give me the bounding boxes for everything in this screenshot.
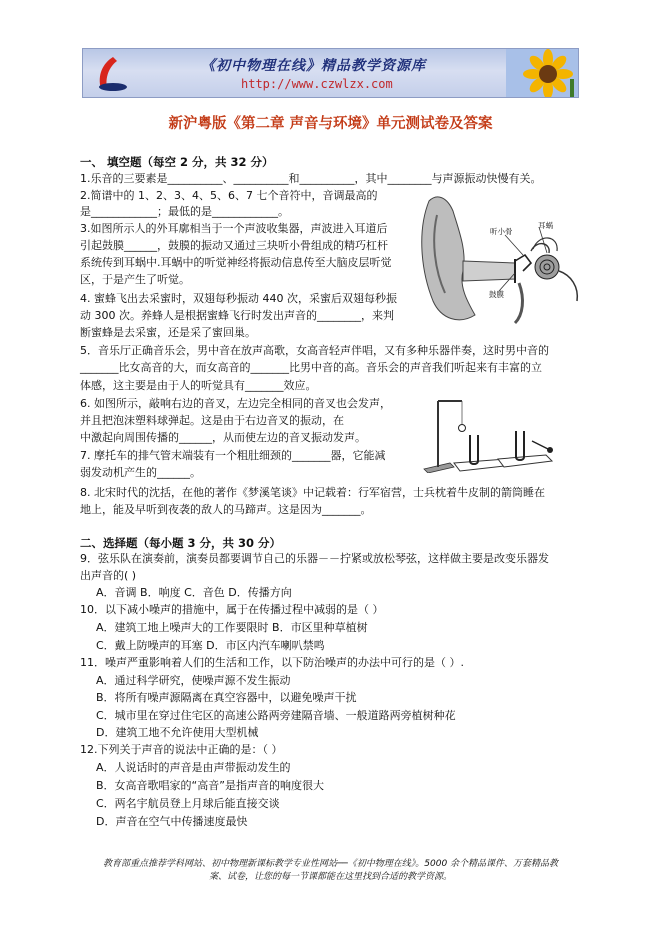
sunflower-icon [506,49,578,98]
question-6-line-3: 中激起向周围传播的______，从而使左边的音叉振动发声。 [80,431,366,444]
question-12-option-d: D．声音在空气中传播速度最快 [96,815,248,828]
ear-label-ossicles: 听小骨 [490,227,513,236]
question-6-line-2: 并且把泡沫塑料球弹起。这是由于右边音叉的振动，在 [80,414,344,427]
question-12-option-c: C．两名宇航员登上月球后能直接交谈 [96,797,280,810]
section-choice-heading: 二、选择题（每小题 3 分，共 30 分） [80,536,282,550]
ear-label-cochlea: 耳蜗 [538,221,553,230]
question-5-line-3: 体感，这主要是由于人的听觉具有_______效应。 [80,379,317,392]
banner-url[interactable]: http://www.czwlzx.com [241,77,393,91]
question-6-line-1: 6. 如图所示，敲响右边的音叉，左边完全相同的音叉也会发声， [80,397,391,410]
question-2-line-2: 是____________；最低的是____________。 [80,205,289,218]
question-3-line-1: 3.如图所示人的外耳廓相当于一个声波收集器，声波进入耳道后 [80,222,388,235]
banner-title: 《初中物理在线》精品教学资源库 [201,58,426,74]
question-11-option-b: B．将所有噪声源隔离在真空容器中，以避免噪声干扰 [96,691,357,704]
question-11-option-a: A．通过科学研究，使噪声源不发生振动 [96,674,291,687]
question-3-line-4: 区，于是产生了听觉。 [80,273,190,286]
question-9-line-1: 9．弦乐队在演奏前，演奏员都要调节自己的乐器－－拧紧或放松琴弦，这样做主要是改变乐器发 [80,552,549,565]
question-1: 1.乐音的三要素是__________、__________和__________，其中________与声源振动快慢有关。 [80,172,542,185]
section-fill-blank-heading: 一、 填空题（每空 2 分，共 32 分） [80,155,274,169]
question-12-option-a: A．人说话时的声音是由声带振动发生的 [96,761,291,774]
question-3-line-3: 系统传到耳蜗中.耳蜗中的听觉神经将振动信息传至大脑皮层听觉 [80,256,392,269]
site-logo-icon [93,55,127,93]
question-9-options: A．音调 B．响度 C．音色 D．传播方向 [96,586,292,599]
document-title: 新沪粤版《第二章 声音与环境》单元测试卷及答案 [168,115,493,132]
question-3-line-2: 引起鼓膜______，鼓膜的振动又通过三块听小骨组成的精巧杠杆 [80,239,388,252]
question-4-line-3: 断蜜蜂是去采蜜，还是采了蜜回巢。 [80,326,256,339]
question-10-options-ab: A．建筑工地上噪声大的工作要限时 B．市区里种草植树 [96,621,368,634]
question-7-line-1: 7. 摩托车的排气管末端装有一个粗肚细颈的_______器，它能减 [80,449,386,462]
ear-anatomy-diagram [419,191,591,328]
question-10: 10．以下减小噪声的措施中，属于在传播过程中减弱的是（ ） [80,603,384,616]
question-4-line-1: 4. 蜜蜂飞出去采蜜时，双翅每秒振动 440 次，采蜜后双翅每秒振 [80,292,397,305]
question-12-option-b: B．女高音歌唱家的“高音”是指声音的响度很大 [96,779,324,792]
question-5-line-1: 5．音乐厅正确音乐会，男中音在放声高歌，女高音轻声伴唱，又有多种乐器伴奏，这时男中音的 [80,344,549,357]
question-4-line-2: 动 300 次。养蜂人是根据蜜蜂飞行时发出声音的________，来判 [80,309,394,322]
question-10-options-cd: C．戴上防噪声的耳塞 D．市区内汽车喇叭禁鸣 [96,639,325,652]
header-banner [82,48,579,98]
question-12: 12.下列关于声音的说法中正确的是：（ ） [80,743,283,756]
footer-line-1: 教育部重点推荐学科网站、初中物理新课标教学专业性网站──《初中物理在线》。5000 余个精品课件、万套精品教 [102,859,559,869]
question-8-line-2: 地上，能及早听到夜袭的敌人的马蹄声。这是因为_______。 [80,503,372,516]
question-11: 11．噪声严重影响着人们的生活和工作，以下防治噪声的办法中可行的是（ ）. [80,656,464,669]
question-11-option-d: D．建筑工地不允许使用大型机械 [96,726,259,739]
question-9-line-2: 出声音的( ) [80,569,137,582]
question-11-option-c: C．城市里在穿过住宅区的高速公路两旁建隔音墙、一般道路两旁植树种花 [96,709,456,722]
question-8-line-1: 8. 北宋时代的沈括，在他的著作《梦溪笔谈》中记载着：行军宿营，士兵枕着牛皮制的箭筒睡在 [80,486,545,499]
question-5-line-2: _______比女高音的大，而女高音的_______比男中音的高。音乐会的声音我们听起来有丰富的立 [80,361,542,374]
question-7-line-2: 弱发动机产生的______。 [80,466,201,479]
footer-line-2: 案、试卷，让您的每一节课都能在这里找到合适的教学资源。 [208,872,452,882]
question-2-line-1: 2.简谱中的 1、2、3、4、5、6、7 七个音符中，音调最高的 [80,189,378,202]
tuning-fork-diagram [420,393,554,473]
ear-label-eardrum: 鼓膜 [489,290,504,299]
